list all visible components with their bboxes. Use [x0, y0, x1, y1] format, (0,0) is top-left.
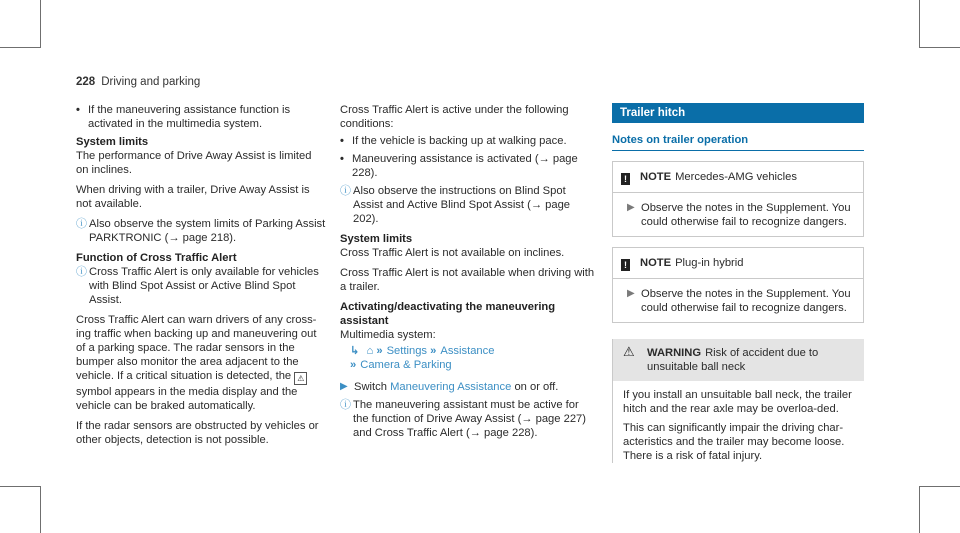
paragraph: The performance of Drive Away Assist is limited on inclines.: [76, 150, 312, 176]
menu-item-settings[interactable]: Settings: [386, 345, 428, 357]
action-arrow-icon: ▶: [340, 381, 348, 392]
exclamation-icon: !: [621, 259, 630, 271]
paragraph: Cross Traffic Alert is active under the following conditions:: [340, 104, 569, 130]
column-left: [76, 103, 326, 453]
warning-box: [612, 339, 864, 463]
note: ⓘ Cross Traffic Alert is only available for vehicles with Blind Spot Assist or Active Blind Spot Assist.: [76, 266, 319, 306]
list-item: • If the vehicle is backing up at walking pace.: [340, 135, 567, 147]
paragraph: If you install an unsuitable ball neck, the trailer hitch and the rear axle may be overloa-ded.: [623, 389, 852, 415]
home-icon[interactable]: ⌂: [366, 345, 374, 357]
action-arrow-icon: ▶: [627, 288, 635, 299]
chevron-right-icon: »: [430, 345, 437, 357]
paragraph: Cross Traffic Alert is not available on inclines.: [340, 247, 565, 259]
crop-mark: [0, 47, 40, 48]
note: ⓘ Also observe the instructions on Blind Spot Assist and Active Blind Spot Assist (→ page 202).: [340, 185, 571, 225]
bullet-icon: •: [340, 135, 344, 147]
note: ⓘ The maneuvering assistant must be active for the function of Drive Away Assist (→ page 227) and Cross Traffic Alert (→ page 228).: [340, 399, 586, 439]
action-step: ▶ Switch Maneuvering Assistance on or off.: [340, 381, 559, 393]
crop-mark: [919, 486, 920, 533]
warning-header: ⚠ WARNING Risk of accident due to unsuitable ball neck: [613, 339, 864, 381]
page-header: [76, 75, 200, 89]
note-header: ! NOTE Plug-in hybrid: [613, 248, 863, 279]
info-icon: ⓘ: [340, 399, 351, 411]
heading-function: Function of Cross Traffic Alert: [76, 252, 237, 264]
info-icon: ⓘ: [76, 266, 87, 278]
paragraph: Multimedia system:: [340, 329, 436, 341]
crop-mark: [919, 0, 920, 48]
paragraph: Cross Traffic Alert can warn drivers of any cross-ing traffic when backing up and maneuvering out of a parking space. The radar sensors in the bumper also monitor the area adjacent to the vehicle. If a critical situation is detected, the ⚠ symbol appears in the media display and the vehicle can be braked automatically.: [76, 314, 317, 412]
note-body: ▶ Observe the notes in the Supplement. You could otherwise fail to recognize dangers.: [627, 202, 851, 228]
note-box: [612, 161, 864, 237]
heading-activating: Activating/deactivating the maneuvering assistant: [340, 301, 556, 327]
subheading: Notes on trailer operation: [612, 133, 864, 151]
cross-traffic-symbol-icon: ⚠: [294, 372, 307, 385]
heading-system-limits: System limits: [340, 233, 413, 245]
crop-mark: [40, 0, 41, 48]
paragraph: Cross Traffic Alert is not available when driving with a trailer.: [340, 267, 595, 293]
note-header: ! NOTE Mercedes-AMG vehicles: [613, 162, 863, 193]
crop-mark: [0, 486, 40, 487]
list-item: • If the maneuvering assistance function is activated in the multimedia system.: [76, 104, 291, 130]
menu-item-assistance[interactable]: Assistance: [440, 345, 495, 357]
bullet-icon: •: [340, 153, 344, 165]
info-icon: ⓘ: [76, 218, 87, 230]
menu-path: [340, 344, 595, 372]
exclamation-icon: !: [621, 173, 630, 185]
section-title-bar: Trailer hitch: [612, 103, 864, 123]
note-body: ▶ Observe the notes in the Supplement. You could otherwise fail to recognize dangers.: [627, 288, 851, 314]
info-icon: ⓘ: [340, 185, 351, 197]
column-middle: [340, 103, 595, 446]
path-arrow-icon: ↳: [350, 345, 360, 357]
bullet-icon: •: [76, 104, 80, 116]
note: ⓘ Also observe the system limits of Parking Assist PARKTRONIC (→ page 218).: [76, 218, 326, 244]
chevron-right-icon: »: [376, 345, 383, 357]
crop-mark: [40, 486, 41, 533]
chevron-right-icon: »: [350, 359, 357, 371]
warning-body: [613, 381, 864, 463]
action-arrow-icon: ▶: [627, 202, 635, 213]
menu-item-camera-parking[interactable]: Camera & Parking: [360, 359, 452, 371]
note-box: [612, 247, 864, 323]
maneuvering-assistance-toggle[interactable]: Maneuvering Assistance: [390, 381, 512, 393]
crop-mark: [920, 47, 960, 48]
warning-icon: ⚠: [623, 344, 635, 359]
paragraph: If the radar sensors are obstructed by vehicles or other objects, detection is not possible.: [76, 420, 319, 446]
page-number: 228: [76, 76, 96, 88]
heading-system-limits: System limits: [76, 136, 149, 148]
section-title: Driving and parking: [101, 76, 201, 88]
list-item: • Maneuvering assistance is activated (→ page 228).: [340, 153, 578, 179]
crop-mark: [920, 486, 960, 487]
column-right: [612, 103, 864, 468]
paragraph: This can significantly impair the driving char-acteristics and the trailer may become loose. There is a risk of fatal injury.: [623, 422, 845, 462]
paragraph: When driving with a trailer, Drive Away Assist is not available.: [76, 184, 310, 210]
